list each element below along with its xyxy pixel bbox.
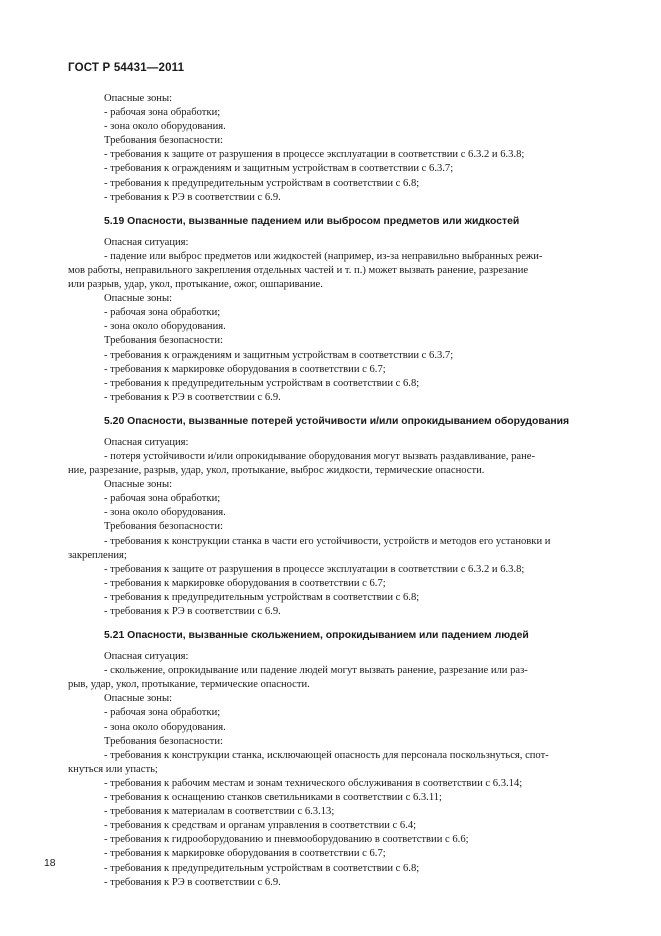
body-paragraph: - зона около оборудования.	[104, 721, 226, 733]
body-paragraph: - требования к маркировке оборудования в соответствии с 6.7;	[104, 577, 386, 589]
body-paragraph: - зона около оборудования.	[104, 507, 226, 519]
body-paragraph: - требования к РЭ в соответствии с 6.9.	[104, 876, 281, 888]
body-paragraph: Опасные зоны:	[104, 693, 173, 705]
body-paragraph: Опасная ситуация:	[104, 236, 189, 248]
body-paragraph: - требования к конструкции станка в части его устойчивости, устройств и методов его установки и	[104, 535, 551, 547]
vertical-spacer	[68, 643, 588, 650]
body-paragraph: - требования к предупредительным устройствам в соответствии с 6.8;	[104, 177, 420, 189]
body-paragraph: - требования к рабочим местам и зонам технического обслуживания в соответствии с 6.3.14;	[104, 777, 523, 789]
body-paragraph: - требования к оснащению станков светильниками в соответствии с 6.3.11;	[104, 792, 442, 804]
page-number: 18	[44, 858, 56, 869]
body-paragraph: Опасные зоны:	[104, 93, 173, 104]
body-paragraph: - требования к предупредительным устройствам в соответствии с 6.8;	[104, 591, 420, 603]
body-paragraph: - требования к РЭ в соответствии с 6.9.	[104, 606, 281, 617]
body-paragraph: - требования к ограждениям и защитным устройствам в соответствии с 6.3.7;	[104, 349, 454, 361]
document-standard-header: ГОСТ Р 54431—2011	[68, 62, 185, 74]
vertical-spacer	[68, 405, 588, 415]
body-paragraph: - рабочая зона обработки;	[104, 107, 221, 119]
body-paragraph: - рабочая зона обработки;	[104, 493, 221, 505]
body-paragraph: ние, разрезание, разрыв, удар, укол, протыкание, выброс жидкости, термические опасности.	[68, 465, 485, 477]
body-paragraph: мов работы, неправильного закрепления отдельных частей и т. п.) может вызвать ранение, разрезание	[68, 264, 529, 276]
body-paragraph: - требования к РЭ в соответствии с 6.9.	[104, 191, 281, 203]
vertical-spacer	[68, 619, 588, 629]
vertical-spacer	[68, 205, 588, 215]
body-paragraph: - требования к гидрооборудованию и пневмооборудованию в соответствии с 6.6;	[104, 834, 469, 846]
body-paragraph: - зона около оборудования.	[104, 121, 226, 133]
body-paragraph: Требования безопасности:	[104, 735, 223, 747]
body-paragraph: - потеря устойчивости и/или опрокидывание оборудования могут вызвать раздавливание, ране-	[104, 450, 535, 462]
body-paragraph: - требования к РЭ в соответствии с 6.9.	[104, 391, 281, 403]
body-paragraph: - рабочая зона обработки;	[104, 307, 221, 319]
body-paragraph: закрепления;	[68, 549, 127, 561]
section-heading: 5.20 Опасности, вызванные потерей устойчивости и/или опрокидыванием оборудования	[104, 415, 570, 427]
body-paragraph: Требования безопасности:	[104, 135, 223, 147]
body-paragraph: Опасные зоны:	[104, 293, 173, 305]
body-paragraph: рыв, удар, укол, протыкание, термические опасности.	[68, 679, 310, 691]
body-paragraph: - падение или выброс предметов или жидкостей (например, из-за неправильно выбранных режи-	[104, 250, 543, 262]
body-paragraph: - требования к средствам и органам управления в соответствии с 6.4;	[104, 820, 417, 832]
body-paragraph: - скольжение, опрокидывание или падение людей могут вызвать ранение, разрезание или раз-	[104, 665, 528, 677]
section-heading: 5.21 Опасности, вызванные скольжением, опрокидыванием или падением людей	[104, 630, 529, 642]
body-paragraph: - рабочая зона обработки;	[104, 707, 221, 719]
body-paragraph: - зона около оборудования.	[104, 321, 226, 333]
body-paragraph: - требования к маркировке оборудования в соответствии с 6.7;	[104, 363, 386, 375]
body-paragraph: Опасные зоны:	[104, 479, 173, 491]
body-paragraph: Требования безопасности:	[104, 521, 223, 533]
body-paragraph: - требования к конструкции станка, исключающей опасность для персонала поскользнуться, спот-	[104, 749, 549, 761]
body-paragraph: - требования к защите от разрушения в процессе эксплуатации в соответствии с 6.3.2 и 6.3.8;	[104, 563, 525, 575]
body-paragraph: - требования к защите от разрушения в процессе эксплуатации в соответствии с 6.3.2 и 6.3.8;	[104, 149, 525, 161]
body-paragraph: Опасная ситуация:	[104, 436, 189, 448]
vertical-spacer	[68, 229, 588, 236]
body-paragraph: кнуться или упасть;	[68, 763, 158, 775]
body-paragraph: - требования к материалам в соответствии с 6.3.13;	[104, 806, 335, 818]
body-paragraph: - требования к предупредительным устройствам в соответствии с 6.8;	[104, 862, 420, 874]
body-paragraph: - требования к предупредительным устройствам в соответствии с 6.8;	[104, 377, 420, 389]
body-paragraph: - требования к ограждениям и защитным устройствам в соответствии с 6.3.7;	[104, 163, 454, 175]
document-body	[68, 92, 588, 890]
section-heading: 5.19 Опасности, вызванные падением или выбросом предметов или жидкостей	[104, 215, 520, 227]
body-paragraph: - требования к маркировке оборудования в соответствии с 6.7;	[104, 848, 386, 860]
body-paragraph: Требования безопасности:	[104, 335, 223, 347]
body-paragraph: или разрыв, удар, укол, протыкание, ожог, ошпаривание.	[68, 279, 323, 291]
vertical-spacer	[68, 429, 588, 436]
body-paragraph: Опасная ситуация:	[104, 651, 189, 663]
